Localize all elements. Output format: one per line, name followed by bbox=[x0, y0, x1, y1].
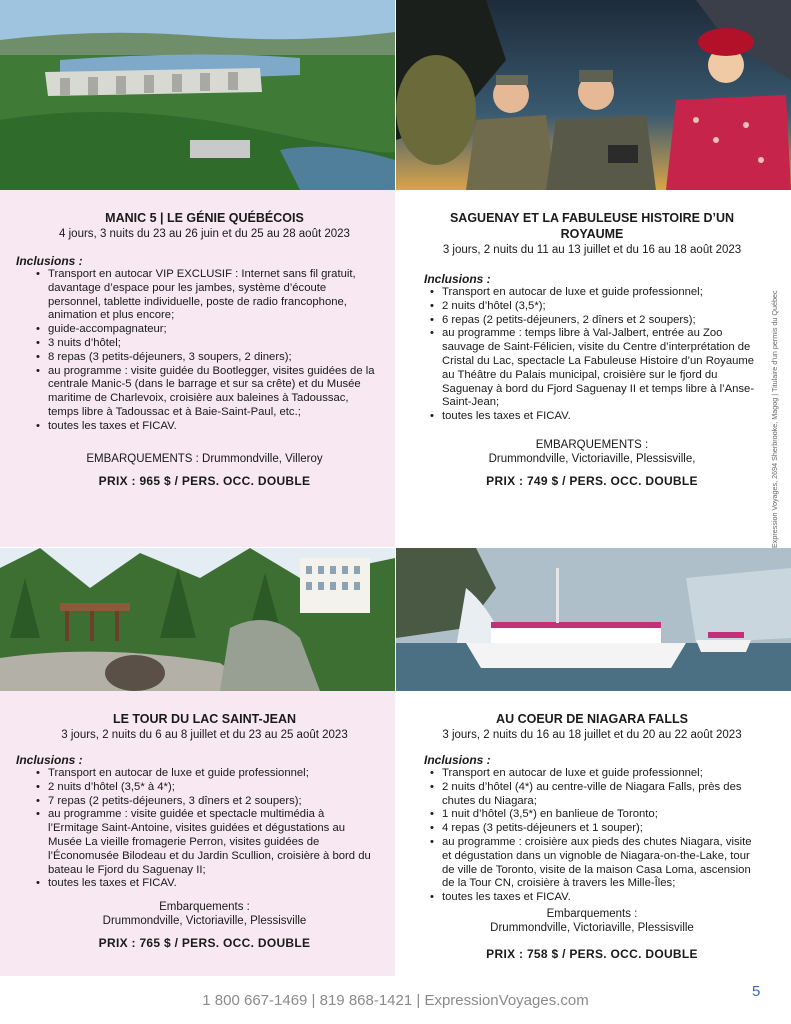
inclusion-item: • toutes les taxes et FICAV. bbox=[48, 877, 377, 891]
embarkation-label: EMBARQUEMENTS : bbox=[86, 452, 199, 465]
inclusion-item: • 4 repas (3 petits-déjeuners et 1 souper); bbox=[442, 822, 758, 836]
footer-contact: 1 800 667-1469 | 819 868-1421 | ExpressionVoyages.com bbox=[202, 992, 589, 1009]
tour-price: PRIX : 965 $ / PERS. OCC. DOUBLE bbox=[98, 473, 311, 488]
inclusions-list bbox=[426, 286, 758, 424]
inclusion-item: • 2 nuits d’hôtel (3,5* à 4*); bbox=[48, 781, 377, 795]
saguenay-show-photo bbox=[396, 0, 791, 190]
inclusions-heading: Inclusions : bbox=[16, 254, 83, 268]
tour-title: MANIC 5 | LE GÉNIE QUÉBÉCOIS bbox=[105, 211, 304, 225]
tour-title: LE TOUR DU LAC SAINT-JEAN bbox=[112, 712, 297, 726]
inclusion-item: • toutes les taxes et FICAV. bbox=[442, 891, 758, 905]
inclusion-item: • toutes les taxes et FICAV. bbox=[442, 410, 758, 424]
page-number: 5 bbox=[752, 983, 761, 1000]
inclusions-list bbox=[32, 268, 377, 434]
tour-title: SAGUENAY ET LA FABULEUSE HISTOIRE D’UN ROYAUME bbox=[449, 211, 735, 241]
inclusion-item: • 8 repas (3 petits-déjeuners, 3 soupers, 2 diners); bbox=[48, 351, 377, 365]
inclusions-heading: Inclusions : bbox=[16, 753, 83, 767]
tour-price: PRIX : 765 $ / PERS. OCC. DOUBLE bbox=[98, 936, 311, 951]
inclusions-heading: Inclusions : bbox=[424, 272, 491, 286]
embarkation-cities: Drummondville, Victoriaville, Plessisville bbox=[102, 915, 307, 928]
inclusions-list bbox=[426, 767, 758, 905]
company-permit-text: Expression Voyages, 2694 Sherbrooke, Magog | Titulaire d’un permis du Québec bbox=[770, 290, 779, 548]
embarkation-label: Embarquements : bbox=[546, 907, 638, 920]
tour-dates: 3 jours, 2 nuits du 6 au 8 juillet et du 23 au 25 août 2023 bbox=[61, 729, 348, 741]
inclusion-item: • Transport en autocar de luxe et guide professionnel; bbox=[442, 767, 758, 781]
tour-price: PRIX : 749 $ / PERS. OCC. DOUBLE bbox=[486, 473, 698, 488]
inclusion-item: • 1 nuit d’hôtel (3,5*) en banlieue de Toronto; bbox=[442, 808, 758, 822]
inclusion-item: • toutes les taxes et FICAV. bbox=[48, 420, 377, 434]
embarkation-label: EMBARQUEMENTS : bbox=[535, 438, 649, 451]
tour-dates: 3 jours, 2 nuits du 11 au 13 juillet et du 16 au 18 août 2023 bbox=[442, 244, 742, 256]
inclusion-item: • au programme : temps libre à Val-Jalbert, entrée au Zoo sauvage de Saint-Félicien, visite du Centre d’interprétation de Cristal du Lac, spectacle La Fabuleuse Histoire d’un Royaume au Théâtre du Palais municipal, croisière sur le fjord du Saguenay à bord du Fjord Saguenay II et temps libre à l’Anse-Saint-Jean; bbox=[442, 327, 758, 410]
lac-saint-jean-photo bbox=[0, 548, 395, 691]
inclusion-item: • au programme : croisière aux pieds des chutes Niagara, visite et dégustation dans un vignoble de Niagara-on-the-Lake, tour de ville de Toronto, visite de la maison Casa Loma, ascension de la Tour CN, croisière à travers les Mille-Îles; bbox=[442, 836, 758, 891]
embarkation-cities: Drummondville, Victoriaville, Plessisville, bbox=[488, 452, 696, 465]
inclusion-item: • Transport en autocar de luxe et guide professionnel; bbox=[442, 286, 758, 300]
inclusions-heading: Inclusions : bbox=[424, 753, 491, 767]
niagara-falls-photo bbox=[396, 548, 791, 691]
inclusion-item: • 2 nuits d’hôtel (4*) au centre-ville de Niagara Falls, près des chutes du Niagara; bbox=[442, 781, 758, 809]
inclusion-item: • 2 nuits d’hôtel (3,5*); bbox=[442, 300, 758, 314]
company-permit-note bbox=[770, 290, 780, 558]
inclusion-item: • guide-accompagnateur; bbox=[48, 323, 377, 337]
tour-card-saguenay bbox=[396, 190, 766, 547]
inclusion-item: • au programme : visite guidée et spectacle multimédia à l’Ermitage Saint-Antoine, visites guidées et dégustations au Musée La vieille fromagerie Perron, visites guidées de l’Économusée Bilodeau et du Jardin Scullion, croisière à bord du bateau le Fjord du Saguenay II; bbox=[48, 808, 377, 877]
embarkation-cities: Drummondville, Victoriaville, Plessisville bbox=[490, 921, 694, 934]
inclusion-item: • Transport en autocar de luxe et guide professionnel; bbox=[48, 767, 377, 781]
tour-price: PRIX : 758 $ / PERS. OCC. DOUBLE bbox=[486, 946, 698, 961]
embarkation bbox=[32, 452, 377, 466]
embarkation bbox=[426, 438, 758, 466]
inclusions-list bbox=[32, 767, 377, 891]
inclusion-item: • au programme : visite guidée du Bootlegger, visites guidées de la centrale Manic-5 (dans le barrage et sur sa crête) et du Musée maritime de Charlevoix, croisière aux baleines à Tadoussac, temps libre à Tadoussac et à Baie-Saint-Paul, etc.; bbox=[48, 365, 377, 420]
inclusion-item: • 6 repas (2 petits-déjeuners, 2 dîners et 2 soupers); bbox=[442, 314, 758, 328]
embarkation-cities: Drummondville, Villeroy bbox=[202, 452, 323, 465]
tour-card-lac-saint-jean bbox=[0, 691, 395, 976]
inclusion-item: • 7 repas (2 petits-déjeuners, 3 dîners et 2 soupers); bbox=[48, 795, 377, 809]
embarkation bbox=[32, 900, 377, 928]
tour-title: AU COEUR DE NIAGARA FALLS bbox=[496, 712, 688, 726]
inclusion-item: • 3 nuits d’hôtel; bbox=[48, 337, 377, 351]
tour-card-manic bbox=[0, 190, 395, 547]
inclusion-item: • Transport en autocar VIP EXCLUSIF : Internet sans fil gratuit, davantage d’espace pour les jambes, système d’écoute personnel, tablette individuelle, poste de radio francophone, animation et plus encore; bbox=[48, 268, 377, 323]
tour-dates: 3 jours, 2 nuits du 16 au 18 juillet et du 20 au 22 août 2023 bbox=[442, 729, 742, 741]
tour-dates: 4 jours, 3 nuits du 23 au 26 juin et du 25 au 28 août 2023 bbox=[59, 228, 350, 240]
tour-card-niagara bbox=[396, 691, 766, 976]
embarkation bbox=[426, 907, 758, 935]
embarkation-label: Embarquements : bbox=[159, 901, 250, 914]
manic-5-dam-photo bbox=[0, 0, 395, 190]
